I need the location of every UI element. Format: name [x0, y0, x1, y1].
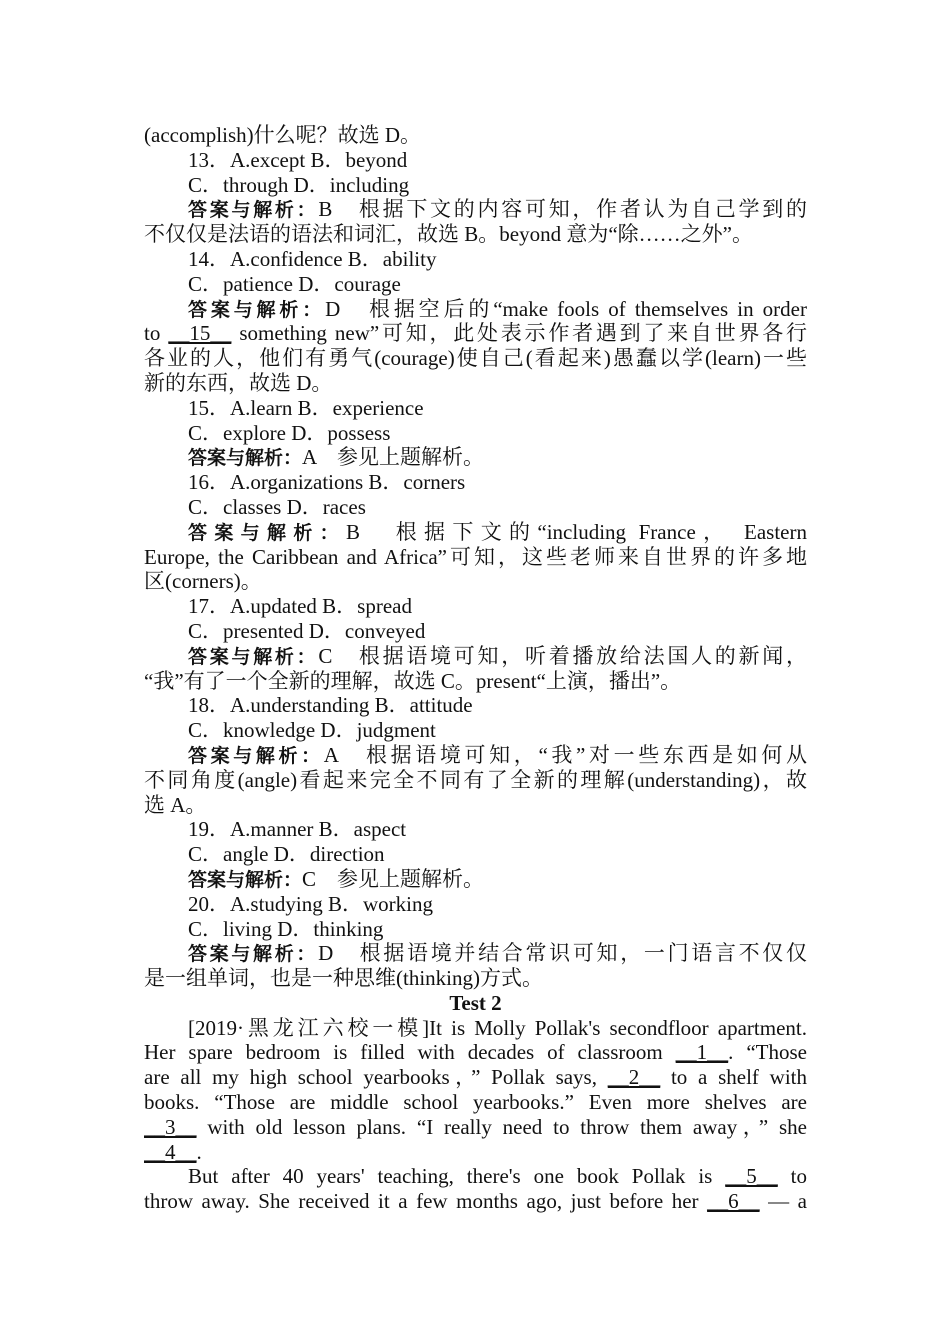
text-line	[144, 1189, 807, 1214]
text-span: 不仅仅是法语的语法和词汇，故选 B。beyond 意为“除……之外”。	[144, 222, 753, 247]
text-line	[144, 346, 807, 371]
text-span: to	[777, 1164, 807, 1189]
text-line	[144, 247, 807, 272]
text-line	[144, 569, 807, 594]
text-line	[144, 470, 807, 495]
text-line	[144, 718, 807, 743]
text-span: 是一组单词，也是一种思维(thinking)方式。	[144, 966, 543, 991]
text-line	[144, 123, 807, 148]
text-span: are all my high school yearbooks，” Pollak says,	[144, 1065, 608, 1090]
text-span: 15．A.learn B．experience	[188, 395, 424, 420]
answer-label: 答案与解析：	[188, 868, 303, 891]
text-span: A 根据语境可知，“我”对一些东西是如何从	[323, 742, 807, 767]
text-span: 13．A.except B．beyond	[188, 147, 408, 172]
text-line	[144, 966, 807, 991]
text-line	[144, 173, 807, 198]
text-line	[144, 321, 807, 346]
text-span: C．explore D．possess	[188, 420, 391, 445]
text-line	[144, 867, 807, 892]
text-line	[144, 793, 807, 818]
text-span: C．presented D．conveyed	[188, 618, 426, 643]
text-line	[144, 1115, 807, 1140]
text-span: [2019·黑龙江六校一模]It is Molly Pollak's secondfloor apartment.	[188, 1015, 807, 1040]
answer-label: 答案与解析：	[188, 943, 319, 966]
text-span: 不同角度(angle)看起来完全不同有了全新的理解(understanding)，故	[144, 767, 807, 792]
text-line	[144, 594, 807, 619]
text-span: (accomplish)什么呢？故选 D。	[144, 123, 422, 147]
answer-label: 答案与解析：	[188, 298, 326, 321]
text-span: 16．A.organizations B．corners	[188, 470, 466, 495]
text-span: to a shelf with	[660, 1065, 807, 1090]
text-line	[144, 371, 807, 396]
text-span: C 根据语境可知，听着播放给法国人的新闻，	[318, 643, 807, 668]
text-span: C 参见上题解析。	[302, 866, 485, 891]
text-line	[144, 941, 807, 966]
text-line	[144, 991, 807, 1016]
text-line	[144, 669, 807, 694]
blank-number: __2__	[607, 1065, 661, 1090]
text-span: 区(corners)。	[144, 569, 262, 594]
text-line	[144, 197, 807, 222]
text-span: to	[144, 321, 169, 346]
text-span: C．through D．including	[188, 172, 410, 197]
text-span: 各业的人，他们有勇气(courage)使自己(看起来)愚蠢以学(learn)一些	[144, 346, 807, 371]
text-line	[144, 297, 807, 322]
blank-number: __6__	[707, 1189, 760, 1214]
text-span: C．patience D．courage	[188, 271, 401, 296]
answer-label: 答案与解析：	[188, 744, 324, 767]
text-line	[144, 1140, 807, 1165]
text-span: 选 A。	[144, 792, 207, 817]
text-span: 19．A.manner B．aspect	[188, 817, 407, 842]
text-line	[144, 421, 807, 446]
answer-label: 答案与解析：	[188, 645, 319, 668]
text-span: C．classes D．races	[188, 494, 366, 519]
answer-label: 答案与解析：	[188, 447, 303, 470]
blank-number: __15__	[168, 321, 232, 346]
text-span: Test 2	[449, 990, 502, 1015]
text-span: C．angle D．direction	[188, 842, 385, 867]
text-span: C．knowledge D．judgment	[188, 718, 436, 743]
text-span: .	[196, 1139, 202, 1164]
text-span: 20．A.studying B．working	[188, 891, 434, 916]
text-line	[144, 644, 807, 669]
text-line	[144, 817, 807, 842]
text-span: A 参见上题解析。	[302, 445, 485, 470]
text-line	[144, 917, 807, 942]
text-span: D 根据空后的“make fools of themselves in order	[325, 296, 807, 321]
text-span: But after 40 years' teaching, there's one book Pollak is	[188, 1164, 726, 1189]
text-line	[144, 1040, 807, 1065]
text-line	[144, 520, 807, 545]
text-line	[144, 619, 807, 644]
text-span: 17．A.updated B．spread	[188, 594, 412, 619]
text-line	[144, 445, 807, 470]
text-line	[144, 1164, 807, 1189]
text-span: B 根据下文的内容可知，作者认为自己学到的	[318, 197, 807, 222]
text-span: B 根据下文的“including France， Eastern	[346, 519, 807, 544]
answer-label: 答案与解析：	[188, 521, 347, 544]
text-span: with old lesson plans. “I really need to throw them away，” she	[196, 1114, 807, 1139]
text-line	[144, 693, 807, 718]
text-line	[144, 1016, 807, 1041]
text-span: C．living D．thinking	[188, 916, 384, 941]
blank-number: __3__	[144, 1114, 197, 1139]
text-line	[144, 892, 807, 917]
text-span: something new”可知，此处表示作者遇到了来自世界各行	[231, 321, 807, 346]
blank-number: __1__	[675, 1040, 729, 1065]
text-span: 18．A.understanding B．attitude	[188, 693, 473, 718]
text-line	[144, 1090, 807, 1115]
answer-label: 答案与解析：	[188, 199, 319, 222]
text-span: books. “Those are middle school yearbooks.” Even more shelves are	[144, 1090, 807, 1115]
text-span: throw away. She received it a few months ago, just before her	[144, 1189, 708, 1214]
text-line	[144, 842, 807, 867]
blank-number: __4__	[144, 1139, 197, 1164]
text-line	[144, 148, 807, 173]
text-span: 14．A.confidence B．ability	[188, 246, 437, 271]
text-span: Europe, the Caribbean and Africa”可知，这些老师来自世界的许多地	[144, 544, 807, 569]
text-line	[144, 743, 807, 768]
text-line	[144, 222, 807, 247]
text-span: D 根据语境并结合常识可知，一门语言不仅仅	[318, 941, 807, 966]
text-line	[144, 1065, 807, 1090]
text-span: “我”有了一个全新的理解，故选 C。present“上演，播出”。	[144, 668, 682, 693]
text-line	[144, 768, 807, 793]
document-body	[144, 123, 807, 1214]
text-line	[144, 545, 807, 570]
text-line	[144, 396, 807, 421]
text-line	[144, 495, 807, 520]
blank-number: __5__	[725, 1164, 778, 1189]
text-span: 新的东西，故选 D。	[144, 370, 333, 395]
text-span: — a	[759, 1189, 807, 1214]
text-line	[144, 272, 807, 297]
text-span: . “Those	[728, 1040, 807, 1065]
text-span: Her spare bedroom is filled with decades of classroom	[144, 1040, 676, 1065]
